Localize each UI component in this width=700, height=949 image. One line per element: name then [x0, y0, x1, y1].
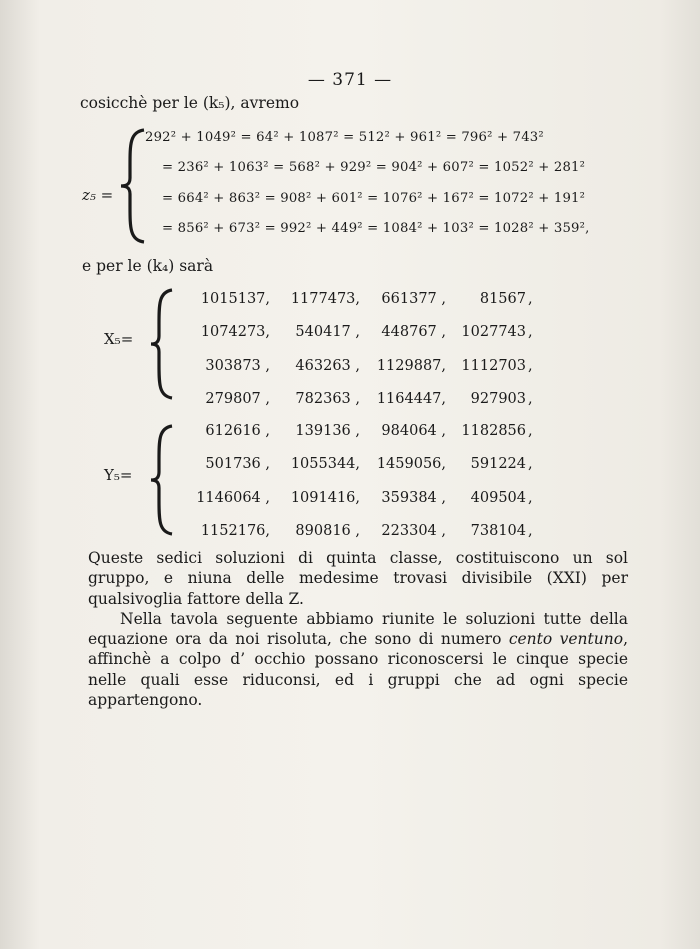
x5-cell: 1112703 — [461, 357, 526, 374]
z5-brace — [118, 126, 148, 246]
x5-cell: 1177473, — [290, 290, 360, 307]
y5-cell: 1182856 — [461, 422, 526, 439]
x5-cell: 540417 , — [295, 324, 360, 341]
x5-cell: 927903 — [470, 391, 526, 408]
y5-cell: 359384 , — [381, 489, 446, 506]
y5-cell: 139136 , — [295, 422, 360, 439]
y5-row — [182, 414, 544, 448]
x5-cell: 463263 , — [295, 357, 360, 374]
z5-row: = 236² + 1063² = 568² + 929² = 904² + 607² = 1052² + 281² — [162, 160, 586, 175]
y5-row — [182, 515, 544, 549]
y5-cell: 1459056, — [376, 456, 446, 473]
z5-row: = 856² + 673² = 992² + 449² = 1084² + 103² = 1028² + 359², — [162, 221, 590, 236]
x5-cell: 1015137, — [200, 290, 270, 307]
z5-label: z₅ = — [82, 186, 114, 204]
y5-brace — [148, 422, 176, 538]
intro-line: cosicchè per le (k₅), avremo — [80, 94, 300, 112]
paragraph-1: Queste sedici soluzioni di quinta classe, costituiscono un sol gruppo, e niuna delle medesime trovasi divisibile (XXI) per qualsivoglia fattore della Z. — [88, 549, 628, 608]
x5-row — [188, 349, 544, 383]
y5-cell: 409504 — [470, 489, 526, 506]
y5-cell: 738104 — [470, 523, 526, 540]
y5-cell: 1146064 , — [196, 489, 270, 506]
y5-cell: , — [528, 523, 533, 540]
y5-cell: 501736 , — [205, 456, 270, 473]
paragraph-2-text: Nella tavola seguente abbiamo riunite le soluzioni tutte della equazione ora da noi risoluta, che sono di numero — [88, 609, 628, 649]
x5-cell: 661377 , — [381, 290, 446, 307]
y5-row — [182, 481, 544, 515]
body-text — [88, 548, 628, 710]
y5-cell: 1152176, — [200, 523, 270, 540]
y5-cell: , — [528, 422, 533, 439]
x5-cell: 1027743 — [461, 324, 526, 341]
y5-cell: , — [528, 489, 533, 506]
paragraph-2 — [88, 609, 628, 710]
y5-cell: 223304 , — [381, 523, 446, 540]
y5-cell: 890816 , — [295, 523, 360, 540]
y5-cell: 984064 , — [381, 422, 446, 439]
y5-cell: 1055344, — [290, 456, 360, 473]
x5-brace — [148, 286, 176, 402]
x5-row — [188, 383, 544, 417]
k4-line: e per le (k₄) sarà — [82, 257, 214, 275]
x5-cell: 303873 , — [205, 357, 270, 374]
x5-cell: , — [528, 357, 533, 374]
x5-cell: 1074273, — [200, 324, 270, 341]
z5-row: 292² + 1049² = 64² + 1087² = 512² + 961² = 796² + 743² — [145, 130, 544, 145]
x5-cell: 782363 , — [295, 391, 360, 408]
paragraph-2-text-end: , affinchè a colpo d’ occhio possano riconoscersi le cinque specie nelle quali esse riduconsi, ed i gruppi che ad ogni specie appartengono. — [88, 630, 628, 710]
x5-cell: 1164447, — [376, 391, 446, 408]
y5-cell: 591224 — [470, 456, 526, 473]
x5-table — [188, 282, 544, 416]
x5-row — [188, 282, 544, 316]
y5-row — [182, 448, 544, 482]
x5-label: X₅= — [104, 330, 134, 348]
z5-row: = 664² + 863² = 908² + 601² = 1076² + 167² = 1072² + 191² — [162, 191, 586, 206]
x5-row — [188, 316, 544, 350]
x5-cell: 1129887, — [376, 357, 446, 374]
x5-cell: 279807 , — [205, 391, 270, 408]
x5-cell: , — [528, 290, 533, 307]
x5-cell: , — [528, 324, 533, 341]
y5-cell: 1091416, — [290, 489, 360, 506]
x5-cell: 81567 — [479, 290, 526, 307]
x5-cell: , — [528, 391, 533, 408]
paragraph-2-emphasis: cento ventuno — [508, 630, 624, 649]
y5-label: Y₅= — [104, 466, 133, 484]
y5-cell: , — [528, 456, 533, 473]
y5-table — [182, 414, 544, 548]
y5-cell: 612616 , — [205, 422, 270, 439]
x5-cell: 448767 , — [381, 324, 446, 341]
page-number: — 371 — — [307, 70, 393, 90]
